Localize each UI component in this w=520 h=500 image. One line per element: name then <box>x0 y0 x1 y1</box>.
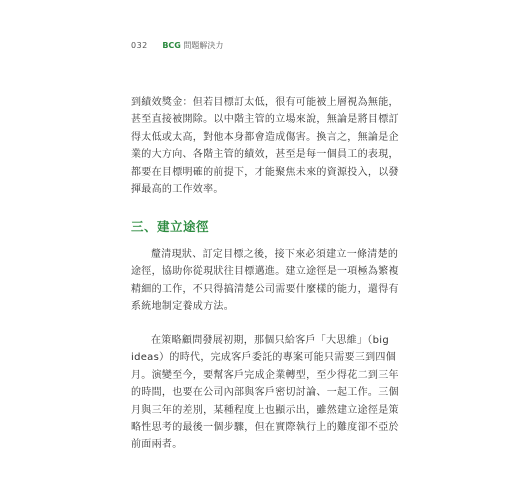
text-line: 月。演變至今，要幫客戶完成企業轉型，至少得花二到三年 <box>131 369 399 381</box>
text-line: 前面兩者。 <box>131 439 183 451</box>
text-line: 都要在目標明確的前提下，才能聚焦未來的資源投入，以發 <box>131 166 399 178</box>
text-line: 精細的工作，不只得搞清楚公司需要什麼樣的能力，還得有 <box>131 283 399 295</box>
text-line: 揮最高的工作效率。 <box>131 184 224 196</box>
text-line: 業的大方向、各階主管的績效，甚至是每一個員工的表現， <box>131 149 399 161</box>
header-brand: BCG <box>162 41 181 50</box>
text-line: 的時間，也要在公司內部與客戶密切討論、一起工作。三個 <box>131 387 399 399</box>
text-line: 得太低或太高，對他本身都會造成傷害。換言之，無論是企 <box>131 131 399 143</box>
header-book-title: 問題解決力 <box>183 41 224 50</box>
paragraph-3 <box>131 332 399 454</box>
text-line: ideas）的時代，完成客戶委託的專案可能只需要三到四個 <box>131 352 397 364</box>
text-line: 月與三年的差別，某種程度上也顯示出，雖然建立途徑是策 <box>131 404 399 416</box>
paragraph-1 <box>131 94 399 198</box>
text-line: 略性思考的最後一個步驟，但在實際執行上的難度卻不亞於 <box>131 422 399 434</box>
running-header <box>131 41 223 51</box>
text-line: 到績效獎金：但若目標訂太低，很有可能被上層視為無能， <box>131 97 399 108</box>
text-line: 在策略顧問發展初期，那個只給客戶「大思維」（big <box>151 335 389 346</box>
paragraph-2 <box>131 246 399 316</box>
text-line: 系統地制定養成方法。 <box>131 301 234 313</box>
text-line: 釐清現狀、訂定目標之後，接下來必須建立一條清楚的 <box>151 249 399 260</box>
section-heading: 三、建立途徑 <box>131 219 210 234</box>
page-number: 032 <box>131 41 148 50</box>
text-line: 甚至直接被開除。以中階主管的立場來說，無論是將目標訂 <box>131 114 399 126</box>
text-line: 途徑，協助你從現狀往目標邁進。建立途徑是一項極為繁複 <box>131 266 399 278</box>
